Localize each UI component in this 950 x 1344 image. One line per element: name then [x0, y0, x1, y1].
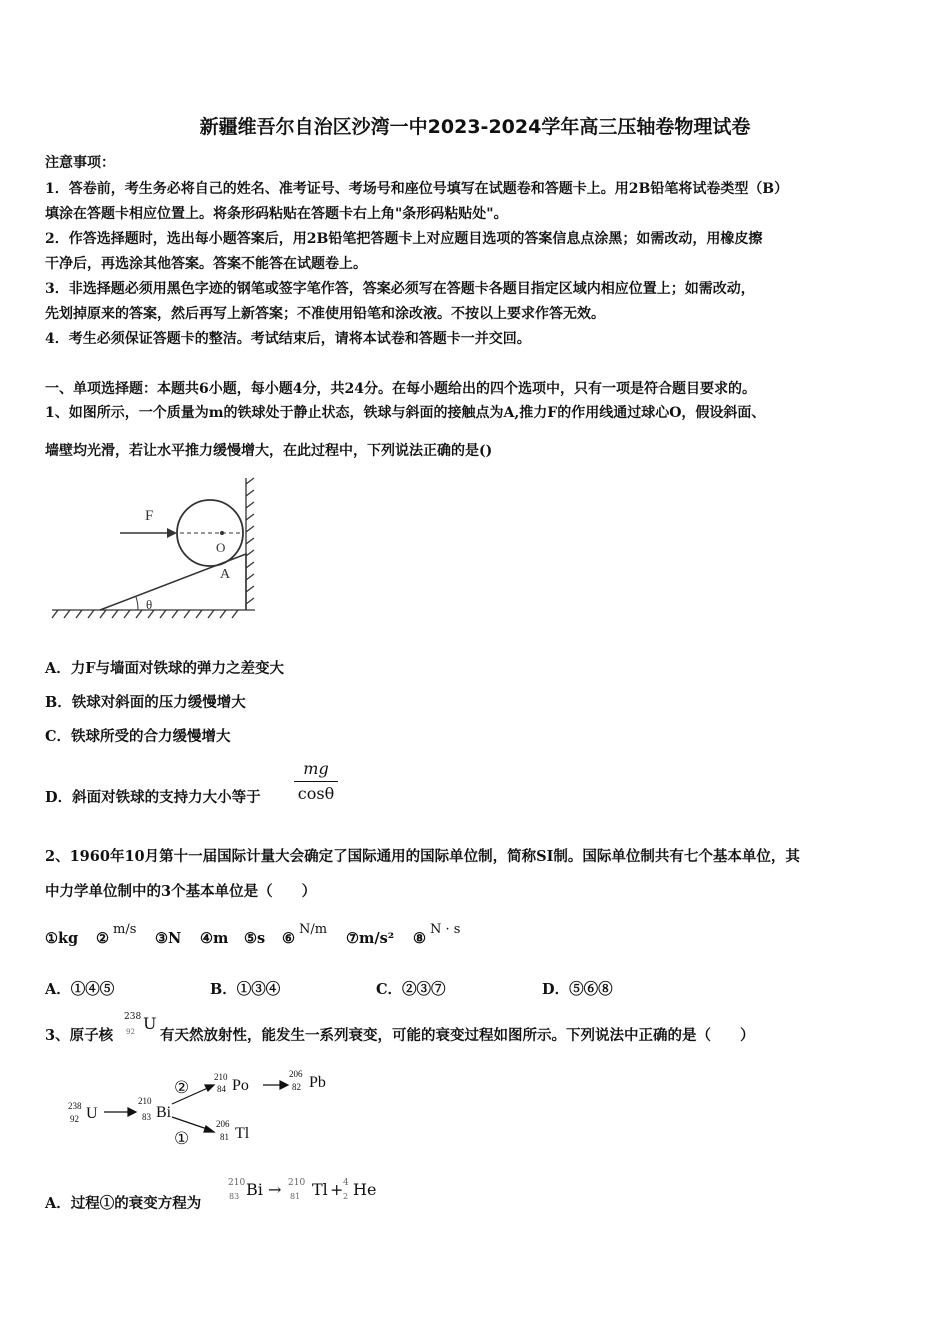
u-mass: 238 — [68, 1101, 82, 1111]
q2-stem: 中力学单位制中的3个基本单位是（ ） — [45, 883, 317, 900]
q1-option-d: D．斜面对铁球的支持力大小等于 — [45, 789, 261, 806]
fraction-bar — [294, 781, 338, 782]
q1-option-a: A．力F与墙面对铁球的弹力之差变大 — [45, 660, 285, 677]
eq-symbol: Tl — [312, 1180, 328, 1199]
u-charge: 92 — [70, 1114, 79, 1124]
eq-charge: 81 — [290, 1192, 301, 1201]
label-theta: θ — [146, 597, 153, 612]
tl-symbol: Tl — [235, 1125, 250, 1142]
eq-symbol: He — [353, 1180, 377, 1199]
q1-stem: 墙壁均光滑，若让水平推力缓慢增大，在此过程中，下列说法正确的是() — [45, 443, 493, 459]
fraction-denominator: cosθ — [297, 784, 335, 803]
unit-item: ⑥ — [282, 930, 295, 947]
pb-mass: 206 — [289, 1069, 303, 1079]
pb-charge: 82 — [292, 1082, 301, 1092]
q2-choice-a: A．①④⑤ — [45, 981, 115, 998]
unit-item: ③N — [155, 930, 182, 947]
notice-line: 1．答卷前，考生务必将自己的姓名、准考证号、考场号和座位号填写在试题卷和答题卡上。用2B铅笔将试卷类型（B） — [45, 181, 789, 197]
eq-charge: 83 — [229, 1192, 240, 1201]
q3-option-a: A．过程①的衰变方程为 — [45, 1195, 202, 1212]
q3-stem-post: 有天然放射性，能发生一系列衰变，可能的衰变过程如图所示。下列说法中正确的是（ ） — [160, 1027, 755, 1044]
eq-symbol: Bi — [246, 1180, 263, 1199]
bi-charge: 83 — [142, 1112, 151, 1122]
bi-symbol: Bi — [156, 1104, 172, 1121]
eq-mass: 210 — [288, 1178, 306, 1188]
unit-item: ⑤s — [244, 930, 266, 947]
notice-line: 干净后，再选涂其他答案。答案不能答在试题卷上。 — [45, 256, 367, 272]
page-title: 新疆维吾尔自治区沙湾一中2023-2024学年高三压轴卷物理试卷 — [199, 116, 751, 138]
notice-line: 先划掉原来的答案，然后再写上新答案；不准使用铅笔和涂改液。不按以上要求作答无效。 — [45, 306, 605, 322]
label-F: F — [145, 508, 154, 524]
q3-stem-pre: 3、原子核 — [45, 1027, 114, 1044]
unit-item: N/m — [299, 922, 328, 937]
eq-charge: 2 — [343, 1192, 349, 1201]
nuclide-charge: 92 — [126, 1028, 135, 1036]
q2-choice-c: C．②③⑦ — [376, 981, 446, 998]
notice-line: 2．作答选择题时，选出每小题答案后，用2B铅笔把答题卡上对应题目选项的答案信息点涂黑；如需改动，用橡皮擦 — [45, 231, 763, 247]
unit-item: ⑧ — [413, 930, 426, 947]
q1-option-c: C．铁球所受的合力缓慢增大 — [45, 728, 231, 745]
label-path-1: ① — [174, 1129, 190, 1148]
q2-stem: 2、1960年10月第十一届国际计量大会确定了国际通用的国际单位制，简称SI制。国际单位制共有七个基本单位，其 — [45, 848, 800, 865]
u-symbol: U — [86, 1105, 98, 1122]
unit-item: ⑦m/s² — [346, 930, 395, 947]
label-O: O — [216, 540, 226, 555]
eq-mass: 210 — [228, 1178, 246, 1188]
q2-choice-d: D．⑤⑥⑧ — [542, 981, 613, 998]
eq-plus: + — [330, 1180, 344, 1199]
q1-option-b: B．铁球对斜面的压力缓慢增大 — [45, 694, 246, 711]
pb-symbol: Pb — [309, 1074, 326, 1091]
notice-line: 填涂在答题卡相应位置上。将条形码粘贴在答题卡右上角"条形码粘贴处"。 — [45, 206, 508, 222]
unit-item: N · s — [430, 922, 461, 937]
po-mass: 210 — [214, 1072, 228, 1082]
tl-mass: 206 — [216, 1119, 230, 1129]
q1-ball-incline-figure — [40, 470, 270, 630]
nuclide-symbol: U — [143, 1014, 157, 1033]
unit-item: ② — [96, 930, 109, 947]
unit-item: ①kg — [45, 930, 79, 947]
notice-line: 4．考生必须保证答题卡的整洁。考试结束后，请将本试卷和答题卡一并交回。 — [45, 331, 531, 347]
po-charge: 84 — [217, 1084, 226, 1094]
tl-charge: 81 — [220, 1132, 229, 1142]
label-path-2: ② — [174, 1078, 190, 1097]
eq-mass: 4 — [343, 1178, 349, 1188]
unit-item: ④m — [200, 930, 229, 947]
fraction-numerator: mg — [303, 759, 329, 778]
po-symbol: Po — [232, 1077, 249, 1094]
bi-mass: 210 — [138, 1096, 152, 1106]
q3-decay-chain-figure — [60, 1062, 350, 1152]
unit-item: m/s — [113, 922, 137, 937]
eq-arrow: → — [268, 1180, 282, 1199]
notice-line: 3．非选择题必须用黑色字迹的钢笔或签字笔作答，答案必须写在答题卡各题目指定区域内相应位置上；如需改动， — [45, 281, 755, 297]
section-heading: 一、单项选择题：本题共6小题，每小题4分，共24分。在每小题给出的四个选项中，只有一项是符合题目要求的。 — [45, 381, 756, 397]
q1-stem: 1、如图所示，一个质量为m的铁球处于静止状态，铁球与斜面的接触点为A,推力F的作用线通过球心O，假设斜面、 — [45, 405, 766, 421]
nuclide-mass: 238 — [124, 1012, 142, 1022]
label-A: A — [220, 567, 231, 582]
q2-choice-b: B．①③④ — [210, 981, 281, 998]
notice-heading: 注意事项： — [45, 155, 115, 171]
